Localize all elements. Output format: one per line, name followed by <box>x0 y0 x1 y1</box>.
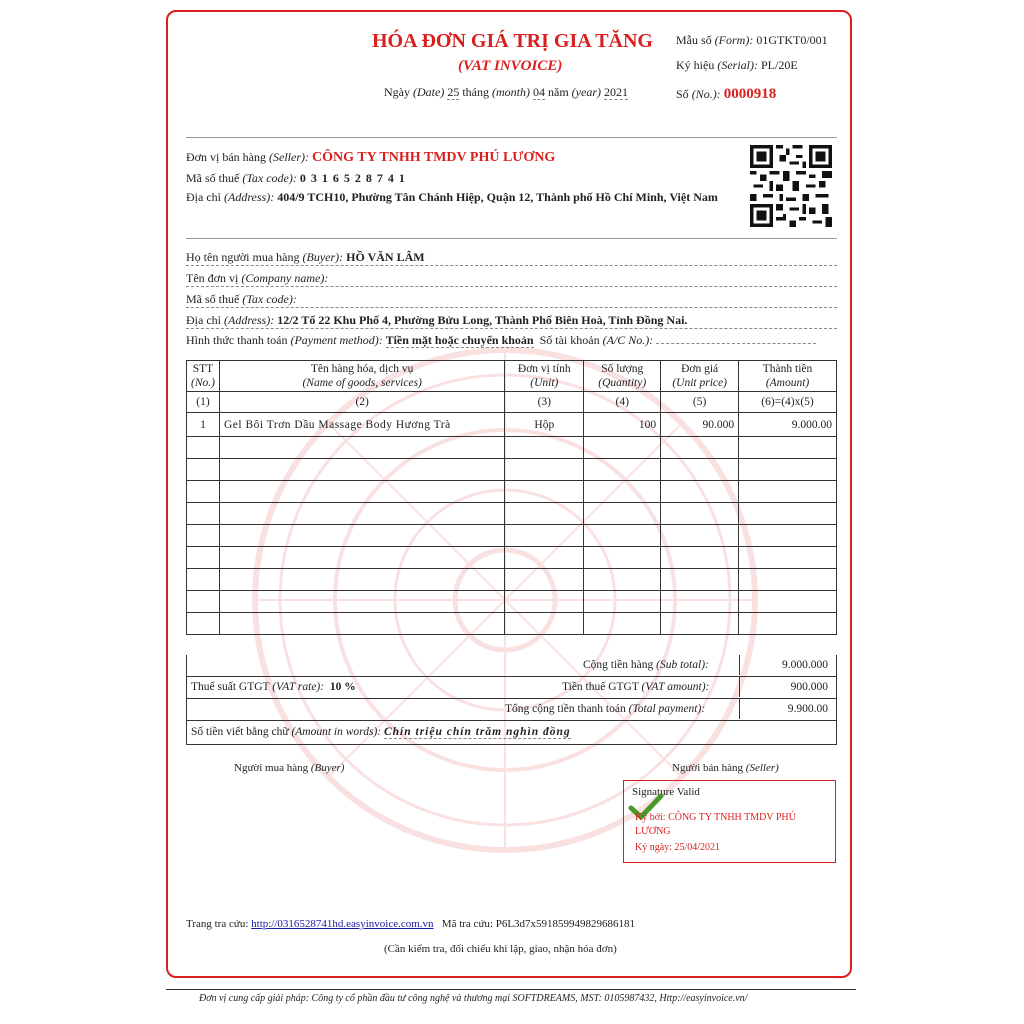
payment-method: Hình thức thanh toán (Payment method): Tiền mặt hoặc chuyển khoản Số tài khoản (A/C No.): <box>186 333 837 348</box>
seller-tax-code: Mã số thuế (Tax code): 0 3 1 6 5 2 8 7 4 1 <box>186 171 406 185</box>
serial-number: Ký hiệu (Serial): PL/20E <box>676 58 798 72</box>
buyer-name: Họ tên người mua hàng (Buyer): HỒ VĂN LÂM <box>186 250 837 266</box>
lookup-info: Trang tra cứu: http://0316528741hd.easyinvoice.com.vn Mã tra cứu: P6L3d7x591859949829686181 <box>186 918 636 930</box>
table-row <box>187 591 837 613</box>
signature-valid-text: Signature Valid <box>632 786 700 798</box>
seller-signature-label: Người bán hàng (Seller) <box>672 762 779 774</box>
col-header: Đơn vị tính (Unit) <box>505 361 584 392</box>
divider <box>186 137 837 138</box>
seller-address: Địa chỉ (Address): 404/9 TCH10, Phường Tân Chánh Hiệp, Quận 12, Thành phố Hồ Chí Minh, Việt Nam <box>186 190 718 204</box>
buyer-tax-code: Mã số thuế (Tax code): <box>186 292 837 308</box>
table-row <box>187 613 837 635</box>
table-row <box>187 525 837 547</box>
vat-row: Thuế suất GTGT (VAT rate): 10 % Tiền thuế GTGT (VAT amount): 900.000 <box>186 677 837 699</box>
check-note: (Cần kiểm tra, đối chiếu khi lập, giao, nhận hóa đơn) <box>384 943 617 955</box>
invoice-title: HÓA ĐƠN GIÁ TRỊ GIA TĂNG <box>372 30 653 52</box>
table-row: 1 Gel Bôi Trơn Dầu Massage Body Hương Trà Hộp 100 90.000 9.000.00 <box>187 413 837 437</box>
col-header: Đơn giá (Unit price) <box>661 361 739 392</box>
lookup-code: P6L3d7x591859949829686181 <box>495 918 636 930</box>
signed-date: Ký ngày: 25/04/2021 <box>635 842 720 853</box>
invoice-subtitle: (VAT INVOICE) <box>458 58 563 74</box>
subtotal-value: 9.000.000 <box>782 659 828 671</box>
col-header: Số lượng (Quantity) <box>584 361 661 392</box>
qr-code <box>750 145 832 227</box>
date-year: 2021 <box>604 85 628 99</box>
table-row <box>187 481 837 503</box>
date-month: 04 <box>533 85 545 99</box>
table-row <box>187 459 837 481</box>
items-table <box>186 360 837 635</box>
total-row: Tổng cộng tiền thanh toán (Total payment): 9.900.00 <box>186 699 837 721</box>
col-header: STT (No.) <box>187 361 220 392</box>
divider <box>166 989 856 990</box>
table-row <box>187 503 837 525</box>
amount-in-words-row: Số tiền viết bằng chữ (Amount in words): Chín triệu chín trăm nghìn đồng <box>186 721 837 745</box>
subtotal-row: Cộng tiền hàng (Sub total): 9.000.000 <box>186 655 837 677</box>
digital-signature-box <box>623 780 836 863</box>
date-day: 25 <box>447 85 460 99</box>
table-row <box>187 547 837 569</box>
col-header: Tên hàng hóa, dịch vụ (Name of goods, services) <box>219 361 504 392</box>
index-row: (1) (2) (3) (4) (5) (6)=(4)x(5) <box>187 392 837 413</box>
lookup-link[interactable]: http://0316528741hd.easyinvoice.com.vn <box>251 918 434 930</box>
table-header-row <box>187 361 837 392</box>
col-header: Thành tiền (Amount) <box>739 361 837 392</box>
provider-info: Đơn vị cung cấp giải pháp: Công ty cổ phần đầu tư công nghệ và thương mại SOFTDREAMS, MST: 0105987432, Http://easyinvoice.vn/ <box>199 993 748 1004</box>
buyer-address: Địa chỉ (Address): 12/2 Tổ 22 Khu Phố 4, Phường Bửu Long, Thành Phố Biên Hoà, Tỉnh Đồng Nai. <box>186 313 837 329</box>
vat-amount-value: 900.000 <box>790 681 828 693</box>
buyer-company: Tên đơn vị (Company name): <box>186 271 837 287</box>
form-number: Mẫu số (Form): 01GTKT0/001 <box>676 33 828 47</box>
signed-by: Ký bởi: CÔNG TY TNHH TMDV PHÚ <box>635 812 796 823</box>
table-row <box>187 569 837 591</box>
divider <box>186 238 837 239</box>
vat-rate-value: 10 % <box>329 681 356 693</box>
seller-name: Đơn vị bán hàng (Seller): CÔNG TY TNHH TMDV PHÚ LƯƠNG <box>186 150 556 165</box>
amount-in-words: Chín triệu chín trăm nghìn đồng <box>383 726 571 738</box>
buyer-signature-label: Người mua hàng (Buyer) <box>234 762 345 774</box>
table-row <box>187 437 837 459</box>
total-value: 9.900.00 <box>787 703 828 715</box>
signed-by-line2: LƯƠNG <box>635 826 671 837</box>
invoice-date: Ngày (Date) 25 tháng (month) 04 năm (year) 2021 <box>384 85 628 99</box>
invoice-number: Số (No.): 0000918 <box>676 86 777 102</box>
